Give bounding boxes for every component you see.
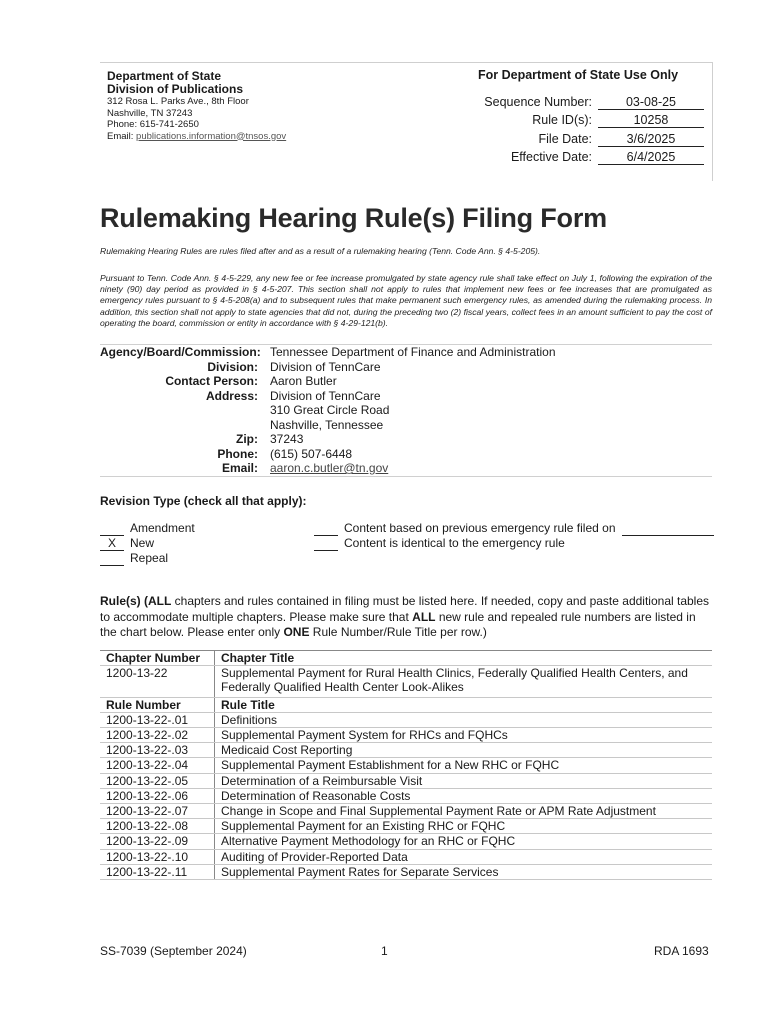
- rule-number: 1200-13-22-.06: [100, 788, 215, 803]
- phone-label: Phone:: [217, 446, 258, 461]
- chapter-title: Supplemental Payment for Rural Health Clinics, Federally Qualified Health Centers, and Federally Qualified Health Center Look-Alikes: [215, 666, 713, 697]
- footer-page-number: 1: [381, 944, 388, 958]
- rule-number: 1200-13-22-.05: [100, 773, 215, 788]
- rule-title-header: Rule Title: [215, 697, 713, 712]
- table-row: [100, 864, 712, 879]
- file-date-value: 3/6/2025: [598, 132, 704, 147]
- table-row: [100, 804, 712, 819]
- rule-title: Medicaid Cost Reporting: [215, 743, 713, 758]
- effective-date-label: Effective Date:: [510, 150, 592, 164]
- rule-number: 1200-13-22-.07: [100, 804, 215, 819]
- department-block: [107, 70, 286, 142]
- phone-value: (615) 507-6448: [270, 446, 353, 461]
- department-email-link[interactable]: publications.information@tnsos.gov: [136, 130, 287, 142]
- amendment-label: Amendment: [130, 521, 195, 535]
- pursuant-text: Pursuant to Tenn. Code Ann. § 4-5-229, any new fee or fee increase promulgated by state agency rule shall take effect on July 1, following the expiration of the ninety (90) day period as provided in § 4-5-207. This section shall not apply to rules that implement new fees or fee increases that are promulgated as emergency rules pursuant to § 4-5-208(a) and to subsequent rules that make permanent such emergency rules, as amended during the rulemaking process. In addition, this section shall not apply to state agencies that did not, during the preceding two (2) fiscal years, collect fees in an amount sufficient to pay the cost of operating the board, commission or entity in accordance with § 4-29-121(b).: [100, 273, 712, 328]
- chapter-number-header: Chapter Number: [100, 651, 215, 666]
- content-based-option[interactable]: [314, 521, 714, 536]
- address-line-2: 310 Great Circle Road: [270, 403, 390, 417]
- rule-title: Determination of Reasonable Costs: [215, 788, 713, 803]
- department-email-label: Email:: [107, 130, 137, 142]
- rule-number-header: Rule Number: [100, 697, 215, 712]
- zip-label: Zip:: [236, 432, 258, 446]
- address-line-1: Division of TennCare: [270, 388, 381, 403]
- rule-number: 1200-13-22-.08: [100, 819, 215, 834]
- repeal-checkbox[interactable]: [100, 552, 124, 566]
- office-use-title: For Department of State Use Only: [478, 68, 679, 82]
- chapter-header-row: [100, 651, 712, 666]
- agency-value: Tennessee Department of Finance and Administration: [270, 345, 556, 359]
- revision-right-group: [314, 521, 714, 551]
- rule-id-label: Rule ID(s):: [532, 113, 592, 127]
- content-identical-option[interactable]: [314, 536, 714, 551]
- emergency-date-field[interactable]: [622, 522, 714, 536]
- rules-note-e: new rule and repealed rule numbers are listed in the chart below. Please enter only: [100, 609, 696, 639]
- table-row: [100, 758, 712, 773]
- rule-number: 1200-13-22-.03: [100, 743, 215, 758]
- address-label: Address:: [205, 388, 258, 403]
- sequence-number-value: 03-08-25: [598, 95, 704, 110]
- contact-value: Aaron Butler: [270, 374, 337, 388]
- rule-title: Supplemental Payment for an Existing RHC or FQHC: [215, 819, 713, 834]
- email-label: Email:: [221, 461, 258, 475]
- email-link[interactable]: aaron.c.butler@tn.gov: [270, 461, 389, 475]
- table-row: [100, 743, 712, 758]
- department-name: Department of State: [107, 69, 222, 83]
- division-label: Division:: [207, 359, 258, 374]
- rule-title: Alternative Payment Methodology for an RHC or FQHC: [215, 834, 713, 849]
- content-identical-checkbox[interactable]: [314, 537, 338, 551]
- rule-number: 1200-13-22-.09: [100, 834, 215, 849]
- revision-type-title: Revision Type (check all that apply):: [100, 494, 307, 508]
- division-value: Division of TennCare: [270, 359, 381, 374]
- new-checkbox[interactable]: X: [100, 537, 124, 551]
- table-row: [100, 773, 712, 788]
- content-identical-label: Content is identical to the emergency rule: [344, 536, 565, 550]
- rules-note-a: Rule(s) (: [100, 594, 148, 608]
- rule-number: 1200-13-22-.01: [100, 712, 215, 727]
- rules-note-f: ONE: [283, 625, 310, 639]
- agency-label: Agency/Board/Commission:: [100, 345, 261, 359]
- rules-note-c: chapters and rules contained in filing must be listed here. If needed, copy and paste additional tables to accommodate multiple chapters. Please make sure that: [100, 594, 710, 624]
- agency-block: [100, 344, 712, 477]
- address-line-3: Nashville, Tennessee: [270, 417, 384, 432]
- footer-rda: RDA 1693: [654, 944, 709, 958]
- department-phone: Phone: 615-741-2650: [107, 119, 199, 130]
- department-city: Nashville, TN 37243: [107, 107, 193, 119]
- table-row: [100, 728, 712, 743]
- rule-id-value: 10258: [598, 113, 704, 128]
- chapter-title-header: Chapter Title: [215, 651, 713, 666]
- rule-number: 1200-13-22-.11: [100, 864, 215, 879]
- revision-left-group: [100, 521, 195, 566]
- rule-number: 1200-13-22-.10: [100, 849, 215, 864]
- intro-text: Rulemaking Hearing Rules are rules filed after and as a result of a rulemaking hearing (Tenn. Code Ann. § 4-5-205).: [100, 246, 541, 256]
- rule-title: Definitions: [215, 712, 713, 727]
- table-row: [100, 712, 712, 727]
- repeal-option[interactable]: [100, 551, 195, 566]
- rules-table: [100, 650, 712, 880]
- rule-number: 1200-13-22-.04: [100, 758, 215, 773]
- rule-title: Determination of a Reimbursable Visit: [215, 773, 713, 788]
- rule-header-row: [100, 697, 712, 712]
- chapter-row: [100, 666, 712, 697]
- rules-note: [100, 594, 712, 641]
- department-email-line: [107, 131, 286, 143]
- table-row: [100, 849, 712, 864]
- contact-label: Contact Person:: [165, 374, 258, 388]
- new-option[interactable]: [100, 536, 195, 551]
- rule-number: 1200-13-22-.02: [100, 728, 215, 743]
- division-name: Division of Publications: [107, 82, 244, 96]
- repeal-label: Repeal: [130, 551, 169, 565]
- zip-value: 37243: [270, 432, 304, 446]
- department-address: 312 Rosa L. Parks Ave., 8th Floor: [107, 96, 249, 107]
- rule-title: Change in Scope and Final Supplemental Payment Rate or APM Rate Adjustment: [215, 804, 713, 819]
- file-date-label: File Date:: [538, 132, 592, 146]
- amendment-checkbox[interactable]: [100, 522, 124, 536]
- content-based-label: Content based on previous emergency rule filed on: [344, 521, 616, 535]
- amendment-option[interactable]: [100, 521, 195, 536]
- rules-note-b: ALL: [148, 594, 172, 608]
- rules-note-d: ALL: [412, 609, 436, 624]
- rule-title: Auditing of Provider-Reported Data: [215, 849, 713, 864]
- effective-date-value: 6/4/2025: [598, 150, 704, 165]
- rules-note-g: Rule Number/Rule Title per row.): [309, 625, 487, 639]
- table-row: [100, 834, 712, 849]
- page-title: Rulemaking Hearing Rule(s) Filing Form: [100, 203, 607, 233]
- rule-title: Supplemental Payment System for RHCs and FQHCs: [215, 728, 713, 743]
- rule-title: Supplemental Payment Establishment for a New RHC or FQHC: [215, 758, 713, 773]
- table-row: [100, 788, 712, 803]
- table-row: [100, 819, 712, 834]
- new-label: New: [130, 536, 155, 550]
- footer-form-number: SS-7039 (September 2024): [100, 944, 247, 958]
- rule-title: Supplemental Payment Rates for Separate Services: [215, 864, 713, 879]
- content-based-checkbox[interactable]: [314, 522, 338, 536]
- chapter-number: 1200-13-22: [100, 666, 215, 697]
- sequence-number-label: Sequence Number:: [484, 95, 592, 109]
